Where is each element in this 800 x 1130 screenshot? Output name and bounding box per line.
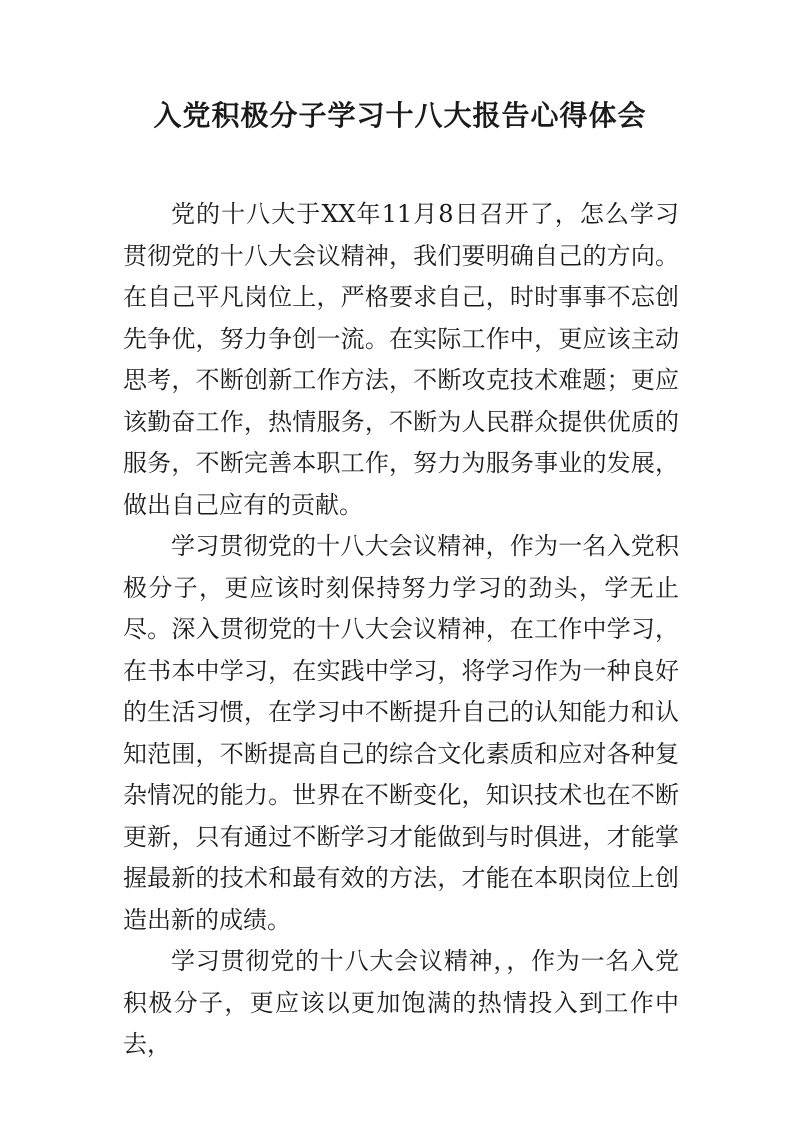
document-body <box>123 194 679 1066</box>
document-title: 入党积极分子学习十八大报告心得体会 <box>153 99 647 132</box>
paragraph-3: 学习贯彻党的十八大会议精神，，作为一名入党积极分子，更应该以更加饱满的热情投入到工作中去， <box>123 947 679 1058</box>
paragraph-1: 党的十八大于XX年11月8日召开了，怎么学习贯彻党的十八大会议精神，我们要明确自己的方向。在自己平凡岗位上，严格要求自己，时时事事不忘创先争优，努力争创一流。在实际工作中，更应该主动思考，不断创新工作方法，不断攻克技术难题；更应该勤奋工作，热情服务，不断为人民群众提供优质的服务，不断完善本职工作，努力为服务事业的发展，做出自己应有的贡献。 <box>123 200 679 519</box>
paragraph-2: 学习贯彻党的十八大会议精神，作为一名入党积极分子，更应该时刻保持努力学习的劲头，学无止尽。深入贯彻党的十八大会议精神，在工作中学习，在书本中学习，在实践中学习，将学习作为一种良好的生活习惯，在学习中不断提升自己的认知能力和认知范围，不断提高自己的综合文化素质和应对各种复杂情况的能力。世界在不断变化，知识技术也在不断更新，只有通过不断学习才能做到与时俱进，才能掌握最新的技术和最有效的方法，才能在本职岗位上创造出新的成绩。 <box>123 532 679 934</box>
